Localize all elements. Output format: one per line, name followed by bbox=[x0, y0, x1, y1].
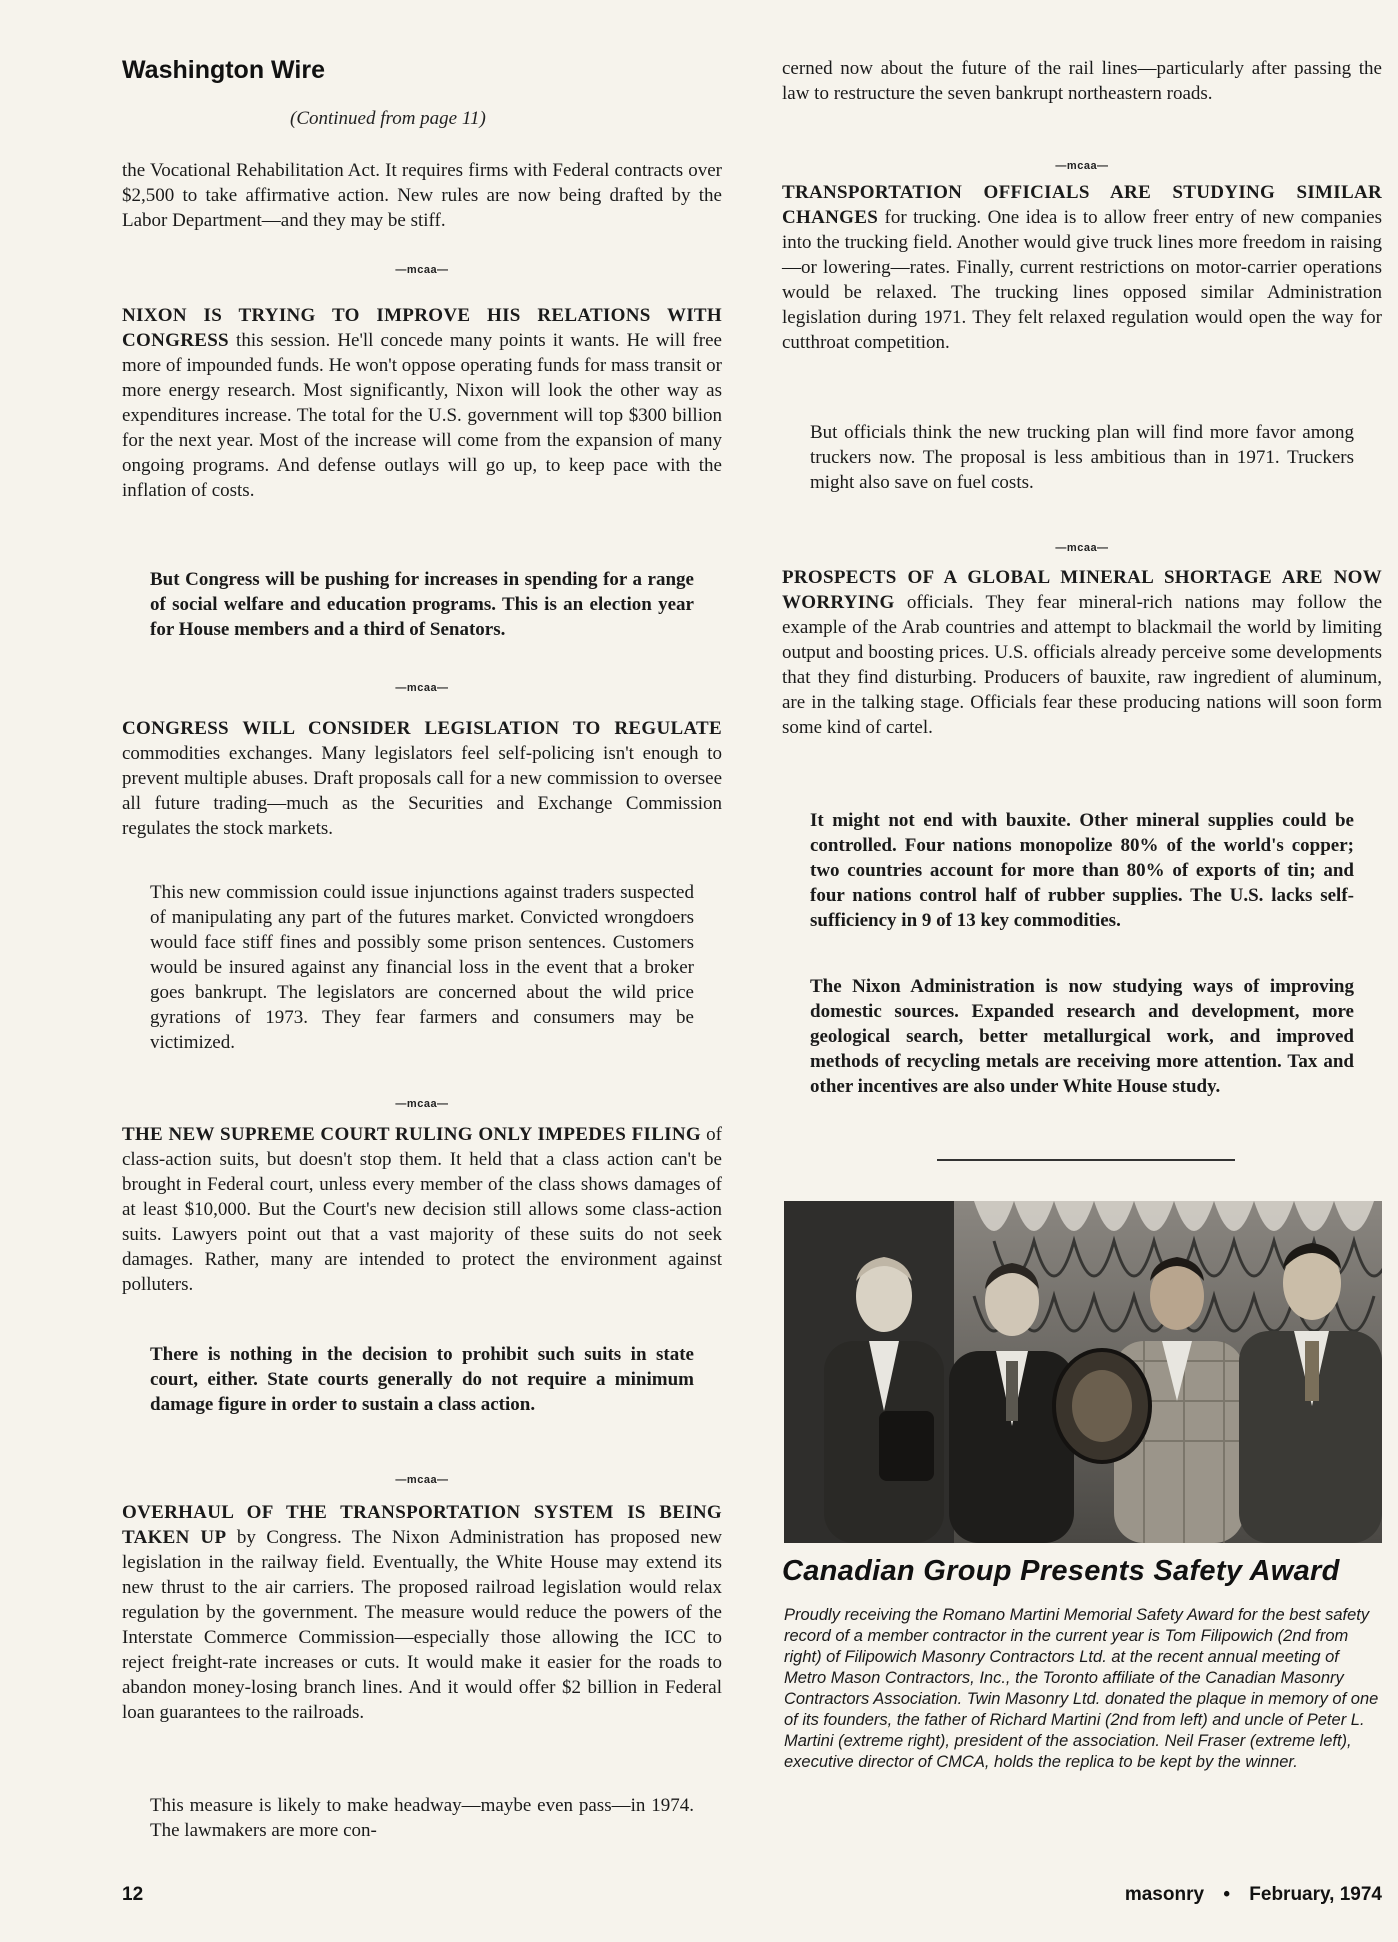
publication-name: masonry bbox=[1124, 1884, 1205, 1905]
court-bold-note bbox=[122, 1342, 722, 1417]
mineral-bold-text-1: It might not end with bauxite. Other mineral supplies could be controlled. Four nations monopolize 80% of the world's copper; two countries account for more than 80% of exports of tin; and four nations control half of rubber supplies. The U.S. lacks self-sufficiency in 9 of 13 key commodities. bbox=[810, 810, 1354, 931]
nixon-bold-note bbox=[122, 567, 722, 642]
mineral-body: officials. They fear mineral-rich nations may follow the example of the Arab countries and attempt to blackmail the world by limiting output and boosting prices. U.S. officials already perceive some developments that they find disturbing. Producers of bauxite, raw ingredient of aluminum, are in the talking stage. Officials fear these producing nations will soon form some kind of cartel. bbox=[782, 592, 1382, 738]
trucking-paragraph bbox=[782, 180, 1382, 355]
congress-article bbox=[122, 716, 722, 841]
award-photo-image bbox=[784, 1201, 1382, 1543]
court-body: of class-action suits, but doesn't stop them. It held that a class action can't be brought in Federal court, unless every member of the class shows damages of at least $10,000. But the Court's new decision still allows some class-action suits. Lawyers point out that a vast majority of these suits do not seek damages. Rather, many are intended to protect the environment against polluters. bbox=[122, 1124, 722, 1295]
court-article bbox=[122, 1122, 722, 1297]
separator-mark: —mcaa— bbox=[395, 264, 449, 276]
congress-indent-text: This new commission could issue injunctions against traders suspected of manipulating any part of the futures market. Convicted wrongdoers would face stiff fines and possibly some prison sentences. Customers would be insured against any financial loss in the event that a broker goes bankrupt. The legislators are concerned about the wild price gyrations of 1973. They fear farmers and consumers may be victimized. bbox=[150, 882, 694, 1053]
mineral-headline: PROSPECTS OF A GLOBAL MINERAL SHORTAGE ARE NOW WORRYING bbox=[782, 567, 1382, 613]
congress-body: commodities exchanges. Many legislators feel self-policing isn't enough to prevent multiple abuses. Draft proposals call for a new commission to oversee all future trading—much as the Securities and Exchange Commission regulates the stock markets. bbox=[122, 743, 722, 839]
transport-indent bbox=[122, 1793, 722, 1843]
mineral-paragraph bbox=[782, 565, 1382, 740]
nixon-article bbox=[122, 303, 722, 503]
transport-headline: OVERHAUL OF THE TRANSPORTATION SYSTEM IS BEING TAKEN UP bbox=[122, 1502, 722, 1548]
continuation-text: cerned now about the future of the rail lines—particularly after passing the law to restructure the seven bankrupt northeastern roads. bbox=[782, 58, 1382, 104]
court-bold-text: There is nothing in the decision to prohibit such suits in state court, either. State courts generally do not require a minimum damage figure in order to sustain a class action. bbox=[150, 1344, 694, 1415]
divider-rule bbox=[937, 1159, 1235, 1161]
transport-indent-text: This measure is likely to make headway—maybe even pass—in 1974. The lawmakers are more con- bbox=[150, 1795, 694, 1841]
congress-headline: CONGRESS WILL CONSIDER LEGISLATION TO REGULATE bbox=[122, 718, 722, 739]
continuation-paragraph bbox=[782, 56, 1382, 106]
nixon-paragraph bbox=[122, 303, 722, 503]
trucking-indent bbox=[782, 420, 1382, 495]
nixon-headline: NIXON IS TRYING TO IMPROVE HIS RELATIONS WITH CONGRESS bbox=[122, 305, 722, 351]
nixon-body: this session. He'll concede many points it wants. He will free more of impounded funds. He won't oppose operating funds for mass transit or more energy research. Most significantly, Nixon will look the other way as expenditures increase. The total for the U.S. government will top $300 billion for the next year. Most of the increase will come from the expansion of many ongoing programs. And defense outlays will go up, to keep pace with the inflation of costs. bbox=[122, 330, 722, 501]
mineral-bold-text-2: The Nixon Administration is now studying ways of improving domestic sources. Expanded research and development, more geological search, better metallurgical work, and improved methods of recycling metals are receiving more attention. Tax and other incentives are also under White House study. bbox=[810, 976, 1354, 1097]
trucking-article bbox=[782, 180, 1382, 355]
publication-footer bbox=[1125, 1882, 1382, 1907]
separator-mark: —mcaa— bbox=[395, 1474, 449, 1486]
trucking-headline: TRANSPORTATION OFFICIALS ARE STUDYING SIMILAR CHANGES bbox=[782, 182, 1382, 228]
transport-body: by Congress. The Nixon Administration has proposed new legislation in the railway field. Eventually, the White House may extend its new thrust to the air carriers. The proposed railroad legislation would relax regulation by the government. The measure would reduce the powers of the Interstate Commerce Commission—especially those allowing the ICC to reject freight-rate increases or cuts. It would make it easier for the roads to abandon money-losing branch lines. And it would offer $2 billion in Federal loan guarantees to the railroads. bbox=[122, 1527, 722, 1723]
transport-paragraph bbox=[122, 1500, 722, 1725]
nixon-bold-text: But Congress will be pushing for increases in spending for a range of social welfare and education programs. This is an election year for House members and a third of Senators. bbox=[150, 569, 694, 640]
page-number: 12 bbox=[122, 1884, 144, 1905]
court-paragraph bbox=[122, 1122, 722, 1297]
footer-bullet: • bbox=[1223, 1884, 1230, 1905]
separator-mark: —mcaa— bbox=[1055, 160, 1109, 172]
congress-indent bbox=[122, 880, 722, 1055]
photo-caption-text: Proudly receiving the Romano Martini Memorial Safety Award for the best safety record of a member contractor in the current year is Tom Filipowich (2nd from right) of Filipowich Masonry Contractors Ltd. at the recent annual meeting of Metro Mason Contractors, Inc., the Toronto affiliate of the Canadian Masonry Contractors Association. Twin Masonry Ltd. donated the plaque in memory of one of its founders, the father of Richard Martini (2nd from left) and uncle of Peter L. Martini (extreme right), president of the association. Neil Fraser (extreme left), executive director of CMCA, holds the replica to be kept by the winner. bbox=[784, 1606, 1379, 1771]
separator-mark: —mcaa— bbox=[395, 682, 449, 694]
award-photo bbox=[784, 1201, 1382, 1543]
photo-caption-title: Canadian Group Presents Safety Award bbox=[782, 1555, 1340, 1587]
section-title: Washington Wire bbox=[122, 56, 326, 84]
mineral-bold-note-2 bbox=[782, 974, 1382, 1099]
separator-mark: —mcaa— bbox=[1055, 542, 1109, 554]
trucking-body: for trucking. One idea is to allow freer entry of new companies into the trucking field. Another would give truck lines more freedom in raising—or lowering—rates. Finally, current restrictions on motor-carrier operations would be relaxed. The trucking lines opposed similar Administration legislation during 1971. They felt relaxed regulation would open the way for cutthroat competition. bbox=[782, 207, 1382, 353]
separator-mark: —mcaa— bbox=[395, 1098, 449, 1110]
intro-text: the Vocational Rehabilitation Act. It requires firms with Federal contracts over $2,500 to take affirmative action. New rules are now being drafted by the Labor Department—and they may be stiff. bbox=[122, 160, 722, 231]
transport-article bbox=[122, 1500, 722, 1725]
issue-date: February, 1974 bbox=[1249, 1884, 1382, 1905]
congress-paragraph bbox=[122, 716, 722, 841]
court-headline: THE NEW SUPREME COURT RULING ONLY IMPEDES FILING bbox=[122, 1124, 701, 1145]
continued-note: (Continued from page 11) bbox=[290, 108, 486, 129]
mineral-article bbox=[782, 565, 1382, 740]
trucking-indent-text: But officials think the new trucking plan will find more favor among truckers now. The proposal is less ambitious than in 1971. Truckers might also save on fuel costs. bbox=[810, 422, 1354, 493]
intro-paragraph bbox=[122, 158, 722, 233]
mineral-bold-note-1 bbox=[782, 808, 1382, 933]
